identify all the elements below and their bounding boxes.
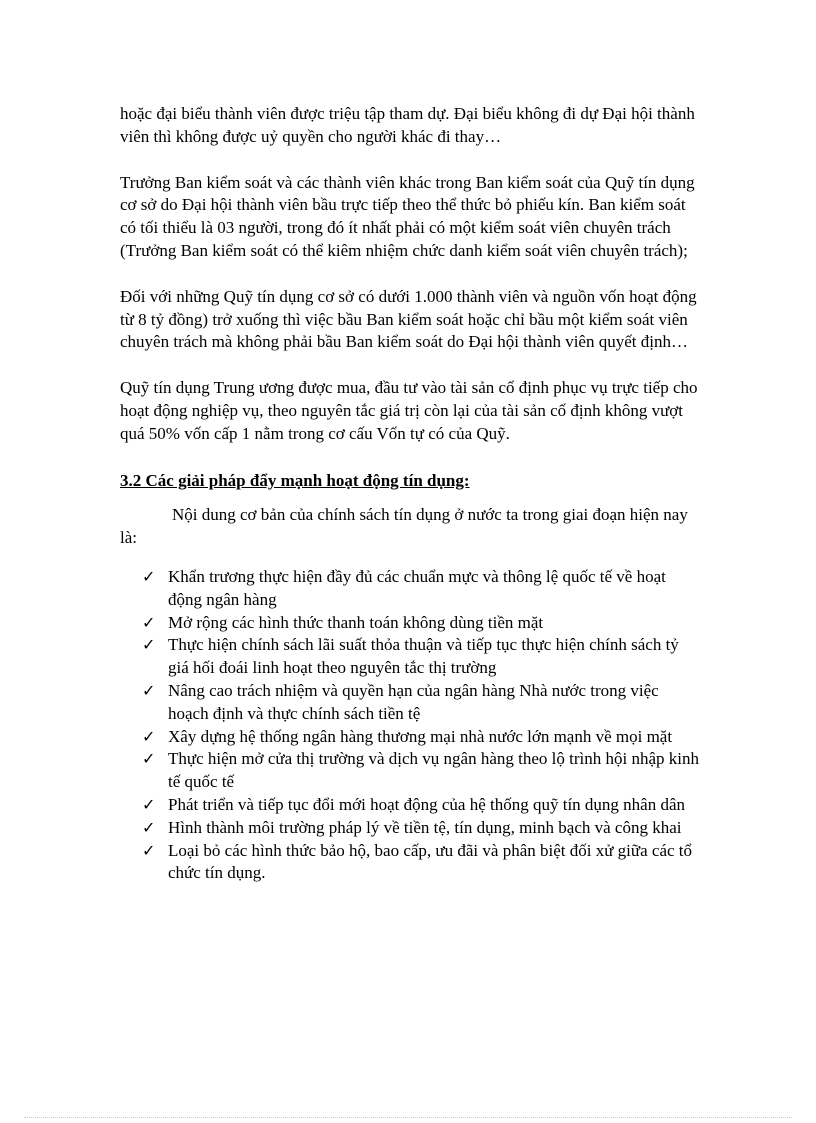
list-item-text: Thực hiện mở cửa thị trường và dịch vụ ngân hàng theo lộ trình hội nhập kinh tế quốc tế bbox=[168, 749, 699, 792]
paragraph-quy-duoi-1000: Đối với những Quỹ tín dụng cơ sở có dưới 1.000 thành viên và nguồn vốn hoạt động từ 8 tỷ đồng) trở xuống thì việc bầu Ban kiểm soát hoặc chỉ bầu một kiểm soát viên chuyên trách mà không phải bầu Ban kiểm soát do Đại hội thành viên quyết định… bbox=[120, 286, 697, 352]
check-icon: ✓ bbox=[142, 794, 156, 814]
list-item bbox=[120, 840, 700, 886]
list-item bbox=[120, 794, 700, 817]
list-item-text: Phát triển và tiếp tục đổi mới hoạt động của hệ thống quỹ tín dụng nhân dân bbox=[168, 794, 686, 814]
check-icon: ✓ bbox=[142, 726, 156, 746]
list-item bbox=[120, 612, 700, 635]
list-item bbox=[120, 817, 700, 840]
list-item-text: Thực hiện chính sách lãi suất thỏa thuận và tiếp tục thực hiện chính sách tỷ giá hối đoái linh hoạt theo nguyên tắc thị trường bbox=[168, 635, 679, 678]
list-item-text: Nâng cao trách nhiệm và quyền hạn của ngân hàng Nhà nước trong việc hoạch định và thực chính sách tiền tệ bbox=[168, 680, 659, 723]
paragraph-quy-trung-uong: Quỹ tín dụng Trung ương được mua, đầu tư vào tài sản cố định phục vụ trực tiếp cho hoạt động nghiệp vụ, theo nguyên tắc giá trị còn lại của tài sản cố định không vượt quá 50% vốn cấp 1 nằm trong cơ cấu Vốn tự có của Quỹ. bbox=[120, 378, 698, 443]
list-item-text: Hình thành môi trường pháp lý về tiền tệ, tín dụng, minh bạch và công khai bbox=[168, 817, 682, 837]
section-heading: 3.2 Các giải pháp đẩy mạnh hoạt động tín dụng: bbox=[120, 470, 470, 490]
list-item bbox=[120, 748, 700, 794]
paragraph-dai-hoi: hoặc đại biểu thành viên được triệu tập tham dự. Đại biểu không đi dự Đại hội thành viên thì không được uỷ quyền cho người khác đi thay… bbox=[120, 104, 695, 146]
list-item bbox=[120, 726, 700, 749]
check-icon: ✓ bbox=[142, 566, 156, 586]
list-item bbox=[120, 680, 700, 726]
checklist bbox=[120, 566, 700, 885]
check-icon: ✓ bbox=[142, 840, 156, 860]
section-intro: Nội dung cơ bản của chính sách tín dụng ở nước ta trong giai đoạn hiện nay là: bbox=[120, 505, 688, 548]
list-item bbox=[120, 634, 700, 680]
page-bottom-divider bbox=[24, 1117, 792, 1118]
list-item-text: Mở rộng các hình thức thanh toán không dùng tiền mặt bbox=[168, 612, 544, 632]
check-icon: ✓ bbox=[142, 612, 156, 632]
check-icon: ✓ bbox=[142, 635, 156, 655]
list-item-text: Khẩn trương thực hiện đầy đủ các chuẩn mực và thông lệ quốc tế về hoạt động ngân hàng bbox=[168, 566, 666, 609]
list-item bbox=[120, 566, 700, 612]
check-icon: ✓ bbox=[142, 817, 156, 837]
list-item-text: Xây dựng hệ thống ngân hàng thương mại nhà nước lớn mạnh về mọi mặt bbox=[168, 726, 673, 746]
document-page bbox=[120, 103, 700, 885]
check-icon: ✓ bbox=[142, 680, 156, 700]
check-icon: ✓ bbox=[142, 749, 156, 769]
paragraph-ban-kiem-soat: Trưởng Ban kiểm soát và các thành viên khác trong Ban kiểm soát của Quỹ tín dụng cơ sở do Đại hội thành viên bầu trực tiếp theo thể thức bỏ phiếu kín. Ban kiểm soát có tối thiểu là 03 người, trong đó ít nhất phải có một kiểm soát viên chuyên trách (Trưởng Ban kiểm soát có thể kiêm nhiệm chức danh kiểm soát viên chuyên trách); bbox=[120, 172, 695, 260]
list-item-text: Loại bỏ các hình thức bảo hộ, bao cấp, ưu đãi và phân biệt đối xử giữa các tổ chức tín dụng. bbox=[168, 840, 693, 883]
